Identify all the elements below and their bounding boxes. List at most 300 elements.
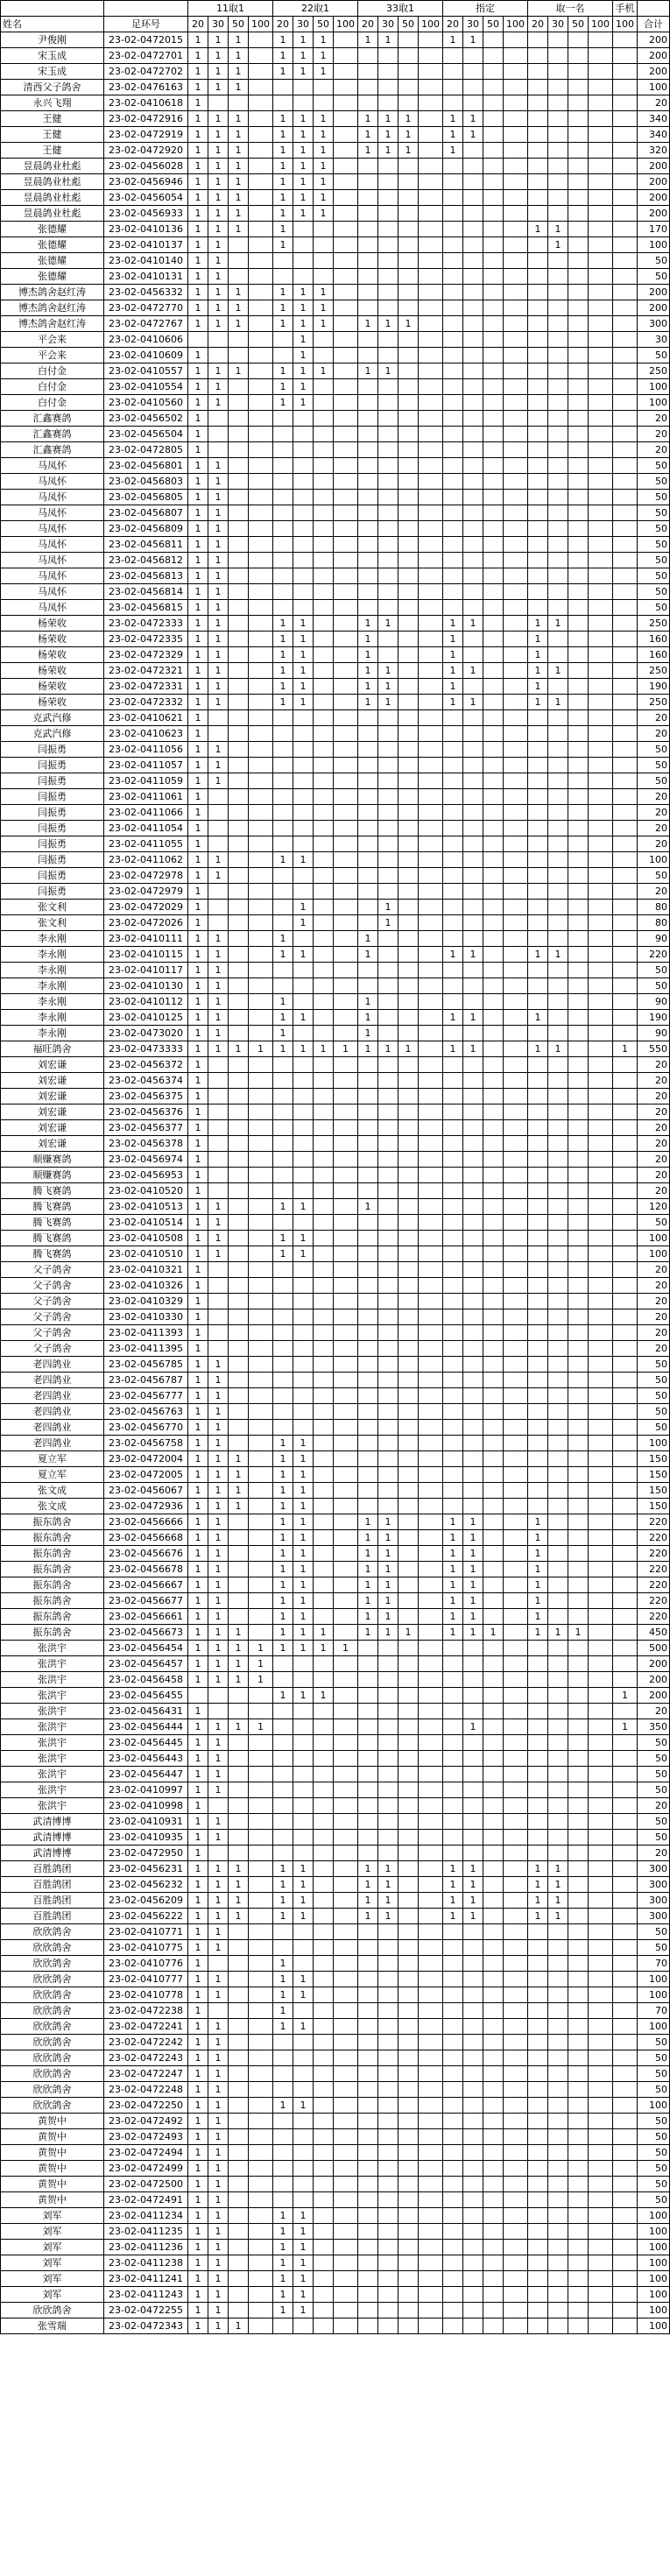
bet-cell: 1 [208, 363, 229, 379]
bet-cell [568, 2208, 589, 2224]
bet-cell [483, 915, 504, 931]
row-total: 90 [638, 1026, 670, 1041]
bet-cell [188, 1688, 208, 1704]
ring-number: 23-02-0456953 [104, 1168, 188, 1183]
bet-cell [273, 1294, 293, 1309]
bet-cell [528, 2145, 548, 2161]
bet-cell [419, 1404, 443, 1420]
bet-cell [504, 2161, 528, 2177]
bet-cell [398, 726, 419, 742]
row-total: 150 [638, 1451, 670, 1467]
ring-number: 23-02-0410112 [104, 994, 188, 1010]
bet-cell [613, 852, 638, 868]
bet-cell [229, 1609, 249, 1625]
bet-cell [314, 836, 334, 852]
bet-cell [483, 1956, 504, 1972]
bet-cell [483, 1325, 504, 1341]
bet-header: 30 [208, 17, 229, 32]
bet-cell [483, 1924, 504, 1940]
bet-cell [293, 1120, 314, 1136]
bet-cell [504, 2208, 528, 2224]
bet-cell [528, 1688, 548, 1704]
bet-cell [528, 836, 548, 852]
bet-cell [589, 1735, 613, 1751]
bet-cell [358, 900, 378, 915]
row-total: 20 [638, 1105, 670, 1120]
bet-cell [419, 2224, 443, 2240]
bet-cell [443, 285, 463, 300]
bet-cell [208, 1105, 229, 1120]
bet-cell [613, 1388, 638, 1404]
bet-cell [528, 931, 548, 947]
ring-number: 23-02-0410557 [104, 363, 188, 379]
owner-name: 黄贺中 [1, 2114, 104, 2129]
row-total: 100 [638, 852, 670, 868]
bet-cell [419, 48, 443, 64]
bet-cell: 1 [358, 647, 378, 663]
bet-cell [273, 1089, 293, 1105]
bet-cell [293, 773, 314, 789]
bet-cell [528, 521, 548, 537]
bet-cell [463, 143, 483, 159]
bet-cell [273, 600, 293, 616]
bet-cell [548, 300, 568, 316]
bet-cell [548, 1751, 568, 1767]
bet-cell [504, 1041, 528, 1057]
bet-cell [443, 2287, 463, 2303]
bet-cell [528, 1404, 548, 1420]
bet-cell: 1 [188, 490, 208, 505]
bet-cell [249, 1183, 273, 1199]
row-total: 100 [638, 1987, 670, 2003]
bet-cell [568, 1751, 589, 1767]
bet-cell [249, 2240, 273, 2255]
bet-cell [229, 411, 249, 427]
bet-cell [483, 1136, 504, 1152]
bet-cell [463, 1168, 483, 1183]
bet-cell [483, 2224, 504, 2240]
bet-cell: 1 [293, 1893, 314, 1909]
bet-cell [273, 253, 293, 269]
bet-cell [334, 316, 358, 332]
bet-cell [568, 1593, 589, 1609]
bet-cell: 1 [273, 1909, 293, 1924]
bet-cell: 1 [188, 1609, 208, 1625]
owner-name: 父子鸽舍 [1, 1294, 104, 1309]
bet-cell [463, 80, 483, 95]
bet-cell [443, 836, 463, 852]
bet-cell [208, 1798, 229, 1814]
owner-name: 欣欣鸽舍 [1, 2066, 104, 2082]
bet-cell [314, 663, 334, 679]
owner-name: 闫振勇 [1, 836, 104, 852]
bet-cell [378, 1152, 398, 1168]
bet-cell [398, 1105, 419, 1120]
bet-cell [548, 1467, 568, 1483]
bet-cell [419, 553, 443, 568]
bet-cell [334, 1593, 358, 1609]
bet-cell [314, 2082, 334, 2098]
row-total: 50 [638, 2066, 670, 2082]
bet-cell [463, 190, 483, 206]
bet-cell [528, 363, 548, 379]
bet-cell [249, 616, 273, 632]
table-row [1, 1152, 670, 1168]
bet-cell: 1 [188, 978, 208, 994]
bet-cell [613, 2066, 638, 2082]
bet-cell [589, 1861, 613, 1877]
bet-cell [314, 1814, 334, 1830]
bet-cell [378, 80, 398, 95]
bet-cell [229, 963, 249, 978]
bet-cell [589, 143, 613, 159]
bet-cell [568, 48, 589, 64]
bet-cell: 1 [208, 1026, 229, 1041]
bet-cell [548, 1530, 568, 1546]
owner-name: 振东鸽舍 [1, 1609, 104, 1625]
bet-cell: 1 [188, 2192, 208, 2208]
bet-cell [334, 1246, 358, 1262]
ring-number: 23-02-0472491 [104, 2192, 188, 2208]
bet-cell [589, 80, 613, 95]
bet-cell [463, 1467, 483, 1483]
bet-cell [378, 48, 398, 64]
bet-cell [378, 2192, 398, 2208]
bet-cell [273, 442, 293, 458]
bet-cell [358, 1940, 378, 1956]
owner-name: 张洪宇 [1, 1719, 104, 1735]
bet-cell [229, 269, 249, 285]
bet-cell [358, 742, 378, 758]
bet-cell [528, 174, 548, 190]
bet-cell: 1 [188, 1483, 208, 1499]
bet-cell [229, 1183, 249, 1199]
bet-cell [528, 1814, 548, 1830]
bet-cell [419, 1010, 443, 1026]
bet-cell [208, 836, 229, 852]
bet-cell [334, 1987, 358, 2003]
bet-cell [504, 1846, 528, 1861]
bet-cell [398, 1641, 419, 1656]
bet-cell [568, 1546, 589, 1562]
bet-cell [463, 1782, 483, 1798]
ring-number: 23-02-0472248 [104, 2082, 188, 2098]
bet-cell: 1 [208, 1625, 229, 1641]
bet-cell: 1 [293, 190, 314, 206]
bet-cell [504, 789, 528, 805]
bet-cell [589, 1530, 613, 1546]
ring-number: 23-02-0456209 [104, 1893, 188, 1909]
bet-cell [504, 884, 528, 900]
bet-cell: 1 [188, 1168, 208, 1183]
bet-cell [229, 1987, 249, 2003]
row-total: 220 [638, 1593, 670, 1609]
table-row [1, 2192, 670, 2208]
bet-cell [589, 1325, 613, 1341]
bet-cell [334, 379, 358, 395]
bet-cell [548, 1499, 568, 1514]
bet-cell [463, 490, 483, 505]
bet-cell: 1 [293, 127, 314, 143]
bet-cell [293, 978, 314, 994]
bet-cell [589, 253, 613, 269]
bet-cell [504, 1451, 528, 1467]
bet-cell [589, 1877, 613, 1893]
bet-cell: 1 [188, 1089, 208, 1105]
bet-cell [463, 1357, 483, 1373]
bet-cell [314, 1420, 334, 1436]
bet-cell: 1 [208, 237, 229, 253]
bet-cell [613, 285, 638, 300]
bet-cell: 1 [293, 947, 314, 963]
bet-cell: 1 [188, 285, 208, 300]
bet-cell [419, 568, 443, 584]
bet-cell: 1 [273, 64, 293, 80]
bet-cell [358, 285, 378, 300]
bet-cell [398, 395, 419, 411]
bet-cell [589, 411, 613, 427]
bet-cell [548, 1309, 568, 1325]
table-row [1, 1325, 670, 1341]
ring-number: 23-02-0472770 [104, 300, 188, 316]
bet-cell [314, 1341, 334, 1357]
row-total: 100 [638, 2208, 670, 2224]
bet-cell [548, 2145, 568, 2161]
bet-cell [528, 994, 548, 1010]
bet-cell [483, 900, 504, 915]
bet-cell [443, 1136, 463, 1152]
bet-cell [314, 1972, 334, 1987]
bet-cell [334, 1751, 358, 1767]
bet-cell [273, 884, 293, 900]
bet-cell [229, 773, 249, 789]
bet-cell [613, 1436, 638, 1451]
bet-cell [443, 710, 463, 726]
bet-cell: 1 [548, 947, 568, 963]
bet-cell [378, 632, 398, 647]
bet-cell [568, 505, 589, 521]
bet-cell [334, 1814, 358, 1830]
bet-cell [548, 1641, 568, 1656]
bet-cell [589, 1089, 613, 1105]
bet-cell [229, 2287, 249, 2303]
bet-cell [483, 237, 504, 253]
bet-cell [378, 1451, 398, 1467]
bet-cell [208, 1152, 229, 1168]
bet-cell: 1 [188, 411, 208, 427]
bet-cell [589, 127, 613, 143]
bet-cell [273, 821, 293, 836]
bet-cell [398, 2050, 419, 2066]
ring-number: 23-02-0456376 [104, 1105, 188, 1120]
bet-cell: 1 [293, 2303, 314, 2318]
bet-cell [273, 1672, 293, 1688]
bet-cell: 1 [208, 1767, 229, 1782]
row-total: 100 [638, 2271, 670, 2287]
bet-cell: 1 [443, 127, 463, 143]
bet-cell [273, 2145, 293, 2161]
owner-name: 腾飞赛鸽 [1, 1231, 104, 1246]
table-row [1, 1514, 670, 1530]
row-total: 50 [638, 505, 670, 521]
bet-cell [548, 2303, 568, 2318]
bet-cell [548, 1924, 568, 1940]
ring-number: 23-02-0472331 [104, 679, 188, 695]
bet-cell [504, 1877, 528, 1893]
bet-cell [229, 442, 249, 458]
bet-cell [273, 868, 293, 884]
bet-cell: 1 [249, 1656, 273, 1672]
bet-cell [334, 505, 358, 521]
bet-cell [504, 143, 528, 159]
bet-cell [463, 159, 483, 174]
bet-cell: 1 [358, 1593, 378, 1609]
bet-cell [208, 1325, 229, 1341]
table-row [1, 1183, 670, 1199]
bet-cell [504, 2114, 528, 2129]
bet-cell: 1 [188, 1105, 208, 1120]
ring-number: 23-02-0410621 [104, 710, 188, 726]
bet-cell [548, 852, 568, 868]
bet-cell [528, 805, 548, 821]
bet-cell [419, 2208, 443, 2224]
bet-cell [483, 695, 504, 710]
bet-cell [463, 1294, 483, 1309]
bet-cell [334, 127, 358, 143]
bet-cell [443, 237, 463, 253]
bet-cell [528, 1057, 548, 1073]
bet-cell [483, 947, 504, 963]
bet-cell [443, 584, 463, 600]
bet-cell [273, 474, 293, 490]
bet-cell: 1 [293, 1546, 314, 1562]
bet-cell [528, 2003, 548, 2019]
bet-cell [378, 1987, 398, 2003]
bet-cell [229, 852, 249, 868]
bet-cell [528, 2240, 548, 2255]
bet-cell: 1 [548, 695, 568, 710]
bet-cell [398, 1168, 419, 1183]
bet-cell: 1 [208, 190, 229, 206]
row-total: 50 [638, 1751, 670, 1767]
bet-cell [419, 789, 443, 805]
bet-cell [568, 900, 589, 915]
bet-cell [358, 553, 378, 568]
bet-cell [358, 1972, 378, 1987]
owner-name: 李永刚 [1, 947, 104, 963]
bet-cell [334, 963, 358, 978]
bet-cell [419, 2019, 443, 2035]
bet-cell [443, 1940, 463, 1956]
table-row [1, 2098, 670, 2114]
bet-cell [463, 521, 483, 537]
table-row [1, 773, 670, 789]
bet-cell [398, 2177, 419, 2192]
bet-cell: 1 [188, 679, 208, 695]
ring-number: 23-02-0410329 [104, 1294, 188, 1309]
bet-cell [334, 868, 358, 884]
table-row [1, 1546, 670, 1562]
bet-cell [358, 159, 378, 174]
bet-cell [443, 2255, 463, 2271]
owner-name: 博杰鸽舍赵红涛 [1, 300, 104, 316]
bet-cell: 1 [208, 2192, 229, 2208]
bet-cell [463, 584, 483, 600]
bet-cell [419, 379, 443, 395]
bet-cell: 1 [273, 1436, 293, 1451]
bet-cell [378, 789, 398, 805]
bet-cell [613, 1152, 638, 1168]
bet-cell [398, 505, 419, 521]
bet-cell [589, 978, 613, 994]
bet-cell: 1 [208, 2129, 229, 2145]
bet-cell [293, 742, 314, 758]
bet-cell [249, 1152, 273, 1168]
bet-cell [249, 1404, 273, 1420]
bet-cell [589, 1357, 613, 1373]
bet-cell [358, 1073, 378, 1089]
bet-cell: 1 [208, 2255, 229, 2271]
bet-cell [419, 632, 443, 647]
bet-cell [273, 1420, 293, 1436]
table-row [1, 726, 670, 742]
bet-cell [378, 537, 398, 553]
bet-cell [589, 458, 613, 474]
bet-cell [443, 1467, 463, 1483]
bet-cell [504, 2066, 528, 2082]
bet-cell [273, 915, 293, 931]
ring-number: 23-02-0472701 [104, 48, 188, 64]
bet-cell [443, 1325, 463, 1341]
bet-cell [589, 1215, 613, 1231]
bet-cell [504, 1924, 528, 1940]
bet-cell [613, 1199, 638, 1215]
bet-cell [528, 1719, 548, 1735]
bet-cell [358, 174, 378, 190]
bet-cell: 1 [528, 695, 548, 710]
bet-cell [378, 2129, 398, 2145]
table-row [1, 379, 670, 395]
bet-cell: 1 [378, 1625, 398, 1641]
bet-cell [504, 1625, 528, 1641]
bet-cell [568, 1956, 589, 1972]
bet-cell [548, 1956, 568, 1972]
bet-cell [568, 1168, 589, 1183]
bet-cell [293, 1924, 314, 1940]
bet-cell [613, 1877, 638, 1893]
bet-cell [419, 2177, 443, 2192]
bet-cell [568, 1530, 589, 1546]
row-total: 50 [638, 773, 670, 789]
bet-cell [334, 80, 358, 95]
bet-cell [589, 32, 613, 48]
bet-cell [528, 821, 548, 836]
bet-cell [314, 1987, 334, 2003]
ring-number: 23-02-0410508 [104, 1231, 188, 1246]
bet-cell: 1 [188, 348, 208, 363]
bet-cell [443, 2003, 463, 2019]
table-row [1, 1940, 670, 1956]
row-total: 50 [638, 1767, 670, 1782]
bet-cell [528, 2318, 548, 2334]
bet-cell [314, 1325, 334, 1341]
ring-number: 23-02-0456443 [104, 1751, 188, 1767]
bet-cell [504, 1530, 528, 1546]
bet-cell [334, 1940, 358, 1956]
bet-cell: 1 [358, 1893, 378, 1909]
owner-name: 振东鸽舍 [1, 1514, 104, 1530]
ring-number: 23-02-0472238 [104, 2003, 188, 2019]
